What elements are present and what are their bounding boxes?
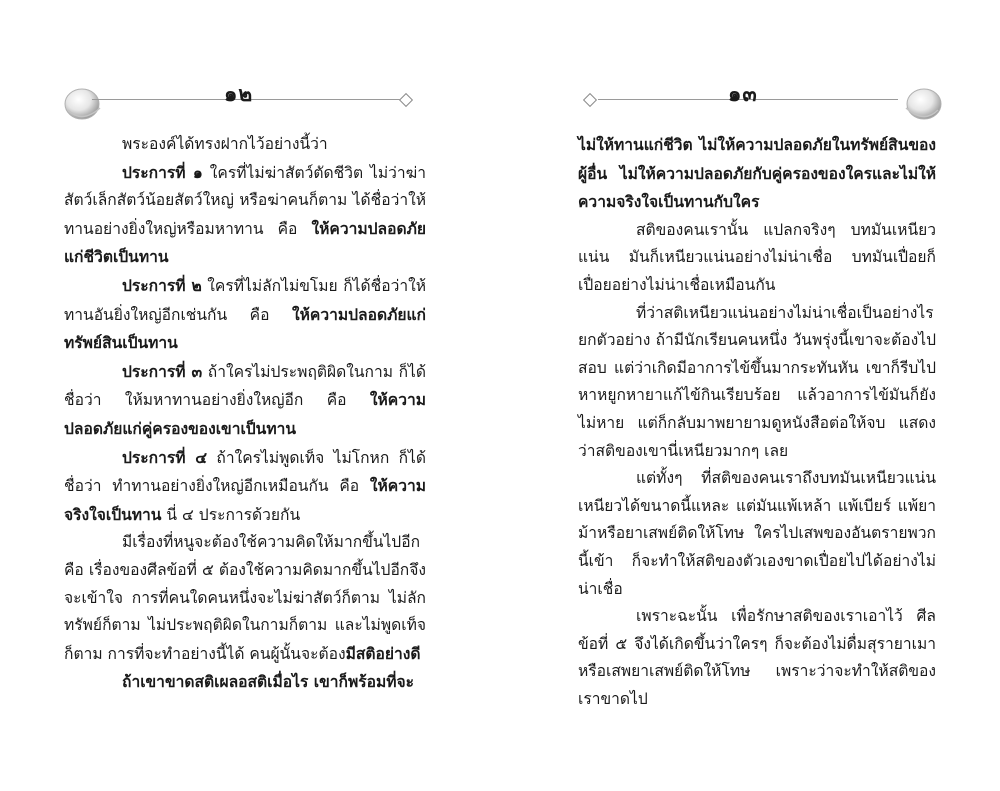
text-run: สติของคนเรานั้น แปลกจริงๆ บทมันเหนียวแน่น มันก็เหนียวแน่นอย่างไม่น่าเชื่อ บทมันเปื่อยก็เปื่อยอย่างไม่น่าเชื่อเหมือนกัน <box>578 220 936 294</box>
diamond-ornament-icon <box>583 93 597 107</box>
paragraph <box>578 300 936 466</box>
bold-text: ประการที่ ๓ <box>122 361 203 381</box>
paragraph <box>578 217 936 300</box>
paragraph <box>64 159 426 272</box>
page-number: ๑๓ <box>728 81 758 106</box>
body-text <box>578 131 936 713</box>
right-page <box>500 0 1000 791</box>
text-run: เพราะฉะนั้น เพื่อรักษาสติของเราเอาไว้ ศีลข้อที่ ๕ จึงได้เกิดขึ้นว่าใครๆ ก็จะต้องไม่ดื่มสุรายาเมาหรือเสพยาเสพย์ติดให้โทษ เพราะว่าจะทำให้สติของเราขาดไป <box>578 607 936 708</box>
paragraph <box>64 358 426 444</box>
bold-text: ประการที่ ๔ <box>122 447 208 467</box>
paragraph <box>64 131 426 159</box>
paragraph <box>64 272 426 358</box>
text-run: ถ้าใครไม่พูดเท็จ ไม่โกหก ก็ได้ชื่อว่า ทำทานอย่างยิ่งใหญ่อีกเหมือนกัน คือ <box>64 448 426 496</box>
paragraph <box>64 529 426 668</box>
bold-text: ให้ความจริงใจเป็นทาน <box>64 476 426 524</box>
bold-text: ให้ความปลอดภัยแก่คู่ครองของเขาเป็นทาน <box>64 390 426 438</box>
diamond-ornament-icon <box>399 93 413 107</box>
pearl-ornament-icon <box>60 84 106 122</box>
bold-text: มีสติอย่างดี <box>345 643 421 663</box>
bold-text: ถ้าเขาขาดสติเผลอสติเมื่อไร เขาก็พร้อมที่จะ <box>122 672 415 692</box>
paragraph <box>578 131 936 217</box>
paragraph <box>64 668 426 697</box>
text-run: ที่ว่าสติเหนียวแน่นอย่างไม่น่าเชื่อเป็นอย่างไร ยกตัวอย่าง ถ้ามีนักเรียนคนหนึ่ง วันพรุ่งนี้เขาจะต้องไปสอบ แต่ว่าเกิดมีอาการไข้ขึ้นมากระทันหัน เขาก็รีบไปหาหยูกหายาแก้ไข้กินเรียบร้อย แล้วอาการไข้มันก็ยังไม่หาย แต่ก็กลับมาพยายามดูหนังสือต่อให้จบ แสดงว่าสติของเขานี่เหนียวมากๆ เลย <box>578 303 936 460</box>
text-run: ถ้าใครไม่ประพฤติผิดในกาม ก็ได้ชื่อว่า ให้มหาทานอย่างยิ่งใหญ่อีก คือ <box>64 362 426 410</box>
body-text <box>64 131 426 697</box>
paragraph <box>64 444 426 530</box>
bold-text: ประการที่ ๑ <box>122 162 203 182</box>
bold-text: ประการที่ ๒ <box>122 275 202 295</box>
text-run: ใครที่ไม่ลักไม่ขโมย ก็ได้ชื่อว่าให้ทานอันยิ่งใหญ่อีกเช่นกัน คือ <box>64 276 426 324</box>
page-number: ๑๒ <box>224 81 254 106</box>
paragraph <box>578 465 936 603</box>
bold-text: ให้ความปลอดภัยแก่ชีวิตเป็นทาน <box>64 218 426 267</box>
text-run: มีเรื่องที่หนูจะต้องใช้ความคิดให้มากขึ้นไปอีก คือ เรื่องของศีลข้อที่ ๕ ต้องใช้ความคิดมากขึ้นไปอีกจึงจะเข้าใจ การที่คนใดคนหนึ่งจะไม่ฆ่าสัตว์ก็ตาม ไม่ลักทรัพย์ก็ตาม ไม่ประพฤติผิดในกามก็ตาม และไม่พูดเท็จก็ตาม การที่จะทำอย่างนี้ได้ คนผู้นั้นจะต้อง <box>64 533 426 663</box>
bold-text: ไม่ให้ทานแก่ชีวิต ไม่ให้ความปลอดภัยในทรัพย์สินของผู้อื่น ไม่ให้ความปลอดภัยกับคู่ครองของใครและไม่ให้ความจริงใจเป็นทานกับใคร <box>578 135 936 212</box>
text-run: พระองค์ได้ทรงฝากไว้อย่างนี้ว่า <box>122 135 328 153</box>
text-run: นี่ ๔ ประการด้วยกัน <box>161 505 301 524</box>
paragraph <box>578 603 936 713</box>
text-run: ใครที่ไม่ฆ่าสัตว์ตัดชีวิต ไม่ว่าฆ่าสัตว์เล็กสัตว์น้อยสัตว์ใหญ่ หรือฆ่าคนก็ตาม ได้ชื่อว่าให้ทานอย่างยิ่งใหญ่หรือมหาทาน คือ <box>64 163 426 238</box>
bold-text: ให้ความปลอดภัยแก่ทรัพย์สินเป็นทาน <box>64 304 426 353</box>
text-run: แต่ทั้งๆ ที่สติของคนเราถึงบทมันเหนียวแน่นเหนียวได้ขนาดนี้แหละ แต่มันแพ้เหล้า แพ้เบียร์ แพ้ยาม้าหรือยาเสพย์ติดให้โทษ ใครไปเสพของอันตรายพวกนี้เข้า ก็จะทำให้สติของตัวเองขาดเปื่อยไปได้อย่างไม่น่าเชื่อ <box>578 469 936 598</box>
pearl-ornament-icon <box>900 84 946 122</box>
